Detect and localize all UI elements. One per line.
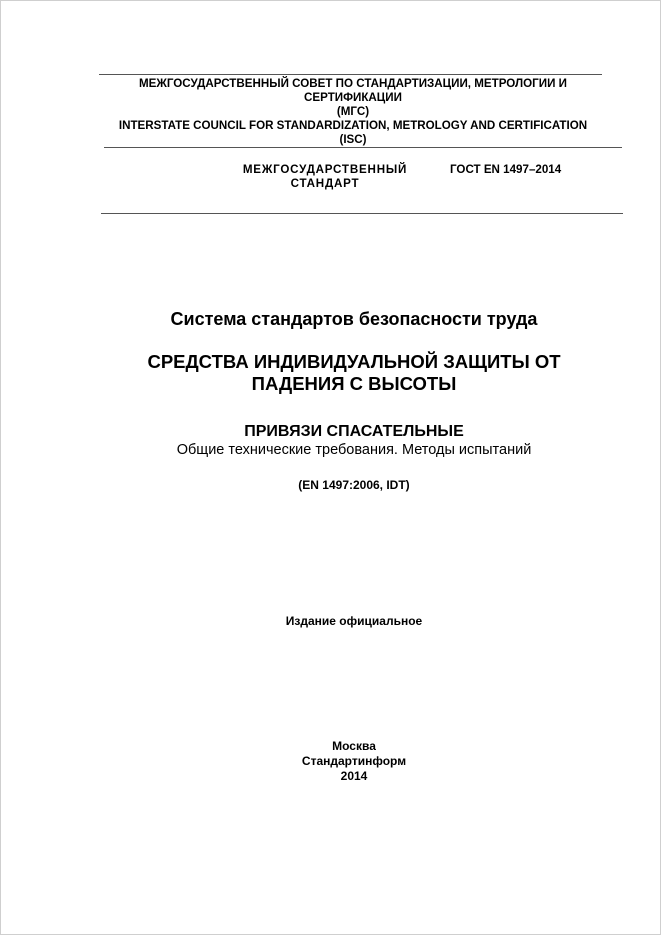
council-header xyxy=(96,77,610,147)
standard-type-line1: МЕЖГОСУДАРСТВЕННЫЙ xyxy=(242,163,408,176)
main-title-line1: СРЕДСТВА ИНДИВИДУАЛЬНОЙ ЗАЩИТЫ ОТ xyxy=(147,351,561,372)
standard-number: ГОСТ EN 1497–2014 xyxy=(450,163,562,176)
main-title xyxy=(100,351,608,395)
council-ru-line1: МЕЖГОСУДАРСТВЕННЫЙ СОВЕТ ПО СТАНДАРТИЗАЦИИ, МЕТРОЛОГИИ И xyxy=(139,77,567,90)
top-rule xyxy=(99,74,602,75)
imprint xyxy=(100,739,608,784)
main-title-line2: ПАДЕНИЯ С ВЫСОТЫ xyxy=(251,373,457,394)
council-en: INTERSTATE COUNCIL FOR STANDARDIZATION, METROLOGY AND CERTIFICATION xyxy=(118,119,588,132)
council-ru-line2: СЕРТИФИКАЦИИ xyxy=(304,91,402,104)
series-title: Система стандартов безопасности труда xyxy=(170,309,538,329)
lower-rule xyxy=(101,213,623,214)
council-ru-abbr: (МГС) xyxy=(336,105,370,118)
identity-note: (EN 1497:2006, IDT) xyxy=(298,478,410,492)
subject-title: ПРИВЯЗИ СПАСАТЕЛЬНЫЕ xyxy=(244,423,464,440)
imprint-year: 2014 xyxy=(340,769,368,783)
standard-type-line2: СТАНДАРТ xyxy=(290,177,360,190)
middle-rule xyxy=(104,147,622,148)
imprint-city: Москва xyxy=(332,739,376,753)
subtitle: Общие технические требования. Методы испытаний xyxy=(176,442,532,458)
council-en-abbr: (ISC) xyxy=(339,133,367,146)
imprint-publisher: Стандартинформ xyxy=(301,754,407,768)
standard-type xyxy=(228,163,422,191)
edition-label: Издание официальное xyxy=(285,614,423,628)
